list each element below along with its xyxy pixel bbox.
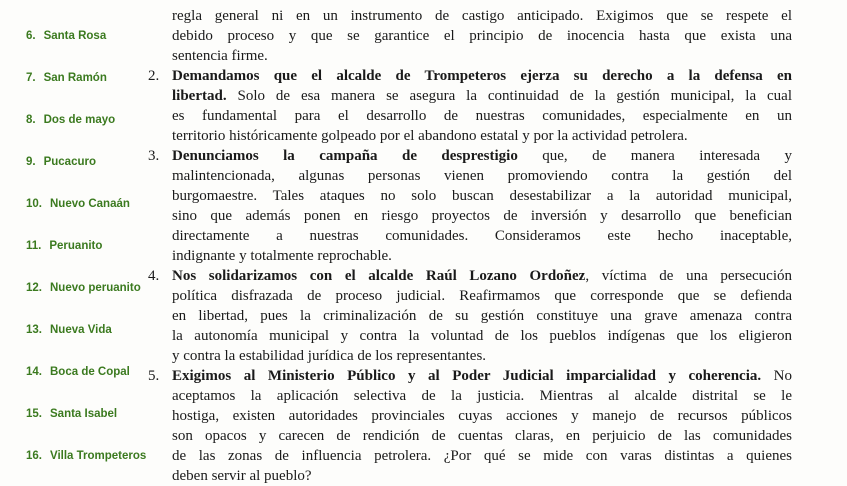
community-item: 16. Villa Trompeteros <box>26 450 147 462</box>
community-item: 14. Boca de Copal <box>26 366 130 378</box>
paragraph-line: malintencionada, algunas personas vienen promoviendo contra la gestión del <box>172 168 792 184</box>
paragraph-line: Exigimos al Ministerio Público y al Poder Judicial imparcialidad y coherencia. No <box>172 368 792 384</box>
paragraph-line: Demandamos que el alcalde de Trompeteros ejerza su derecho a la defensa en <box>172 68 792 84</box>
paragraph-line: aceptamos la aplicación selectiva de la justicia. Mientras al alcalde distrital se le <box>172 388 792 404</box>
item-number: 3. <box>148 148 160 164</box>
community-item: 13. Nueva Vida <box>26 324 112 336</box>
paragraph-line: la autonomía municipal y contra la voluntad de los pueblos indígenas que los eligieron <box>172 328 792 344</box>
paragraph-line: directamente a nuestras comunidades. Consideramos este hecho inaceptable, <box>172 228 792 244</box>
community-item: 8. Dos de mayo <box>26 114 116 126</box>
paragraph-line: regla general ni en un instrumento de castigo anticipado. Exigimos que se respete el <box>172 8 792 24</box>
paragraph-line: es fundamental para el desarrollo de nuestras comunidades, especialmente en un <box>172 108 792 124</box>
paragraph-line: y contra la estabilidad jurídica de los representantes. <box>172 348 487 364</box>
paragraph-line: Nos solidarizamos con el alcalde Raúl Lozano Ordoñez, víctima de una persecución <box>172 268 792 284</box>
community-item: 10. Nuevo Canaán <box>26 198 130 210</box>
paragraph-line: hostiga, existen autoridades provinciales cuyas acciones y manejo de recursos públicos <box>172 408 792 424</box>
paragraph-line: deben servir al pueblo? <box>172 468 312 484</box>
paragraph-line: debido proceso y que se garantice el principio de inocencia hasta que exista una <box>172 28 792 44</box>
community-item: 12. Nuevo peruanito <box>26 282 141 294</box>
paragraph-line: de las zonas de influencia petrolera. ¿Por qué se mide con varas distintas a quienes <box>172 448 792 464</box>
paragraph-line: burgomaestre. Tales ataques no solo buscan desestabilizar a la autoridad municipal, <box>172 188 792 204</box>
paragraph-line: Denunciamos la campaña de desprestigio que, de manera interesada y <box>172 148 793 164</box>
community-item: 6. Santa Rosa <box>26 30 107 42</box>
item-number: 4. <box>148 268 160 284</box>
paragraph-line: sentencia firme. <box>172 48 268 64</box>
paragraph-line: territorio históricamente golpeado por el abandono estatal y por la actividad petrolera. <box>172 128 688 144</box>
item-number: 2. <box>148 68 160 84</box>
community-item: 15. Santa Isabel <box>26 408 118 420</box>
item-number: 5. <box>148 368 160 384</box>
paragraph-line: en libertad, pues la criminalización de su gestión constituye una grave amenaza contra <box>172 308 792 324</box>
paragraph-line: libertad. Solo de esa manera se asegura la continuidad de la gestión municipal, la cual <box>172 88 792 104</box>
paragraph-line: política disfrazada de proceso judicial. Reafirmamos que corresponde que se defienda <box>172 288 792 304</box>
community-item: 7. San Ramón <box>26 72 107 84</box>
community-item: 11. Peruanito <box>26 240 103 252</box>
community-item: 9. Pucacuro <box>26 156 97 168</box>
paragraph-line: son opacos y carecen de rendición de cuentas claras, en perjuicio de las comunidades <box>172 428 792 444</box>
paragraph-line: sino que además ponen en riesgo proyectos de inversión y desarrollo que benefician <box>172 208 792 224</box>
paragraph-line: indignante y totalmente reprochable. <box>172 248 392 264</box>
